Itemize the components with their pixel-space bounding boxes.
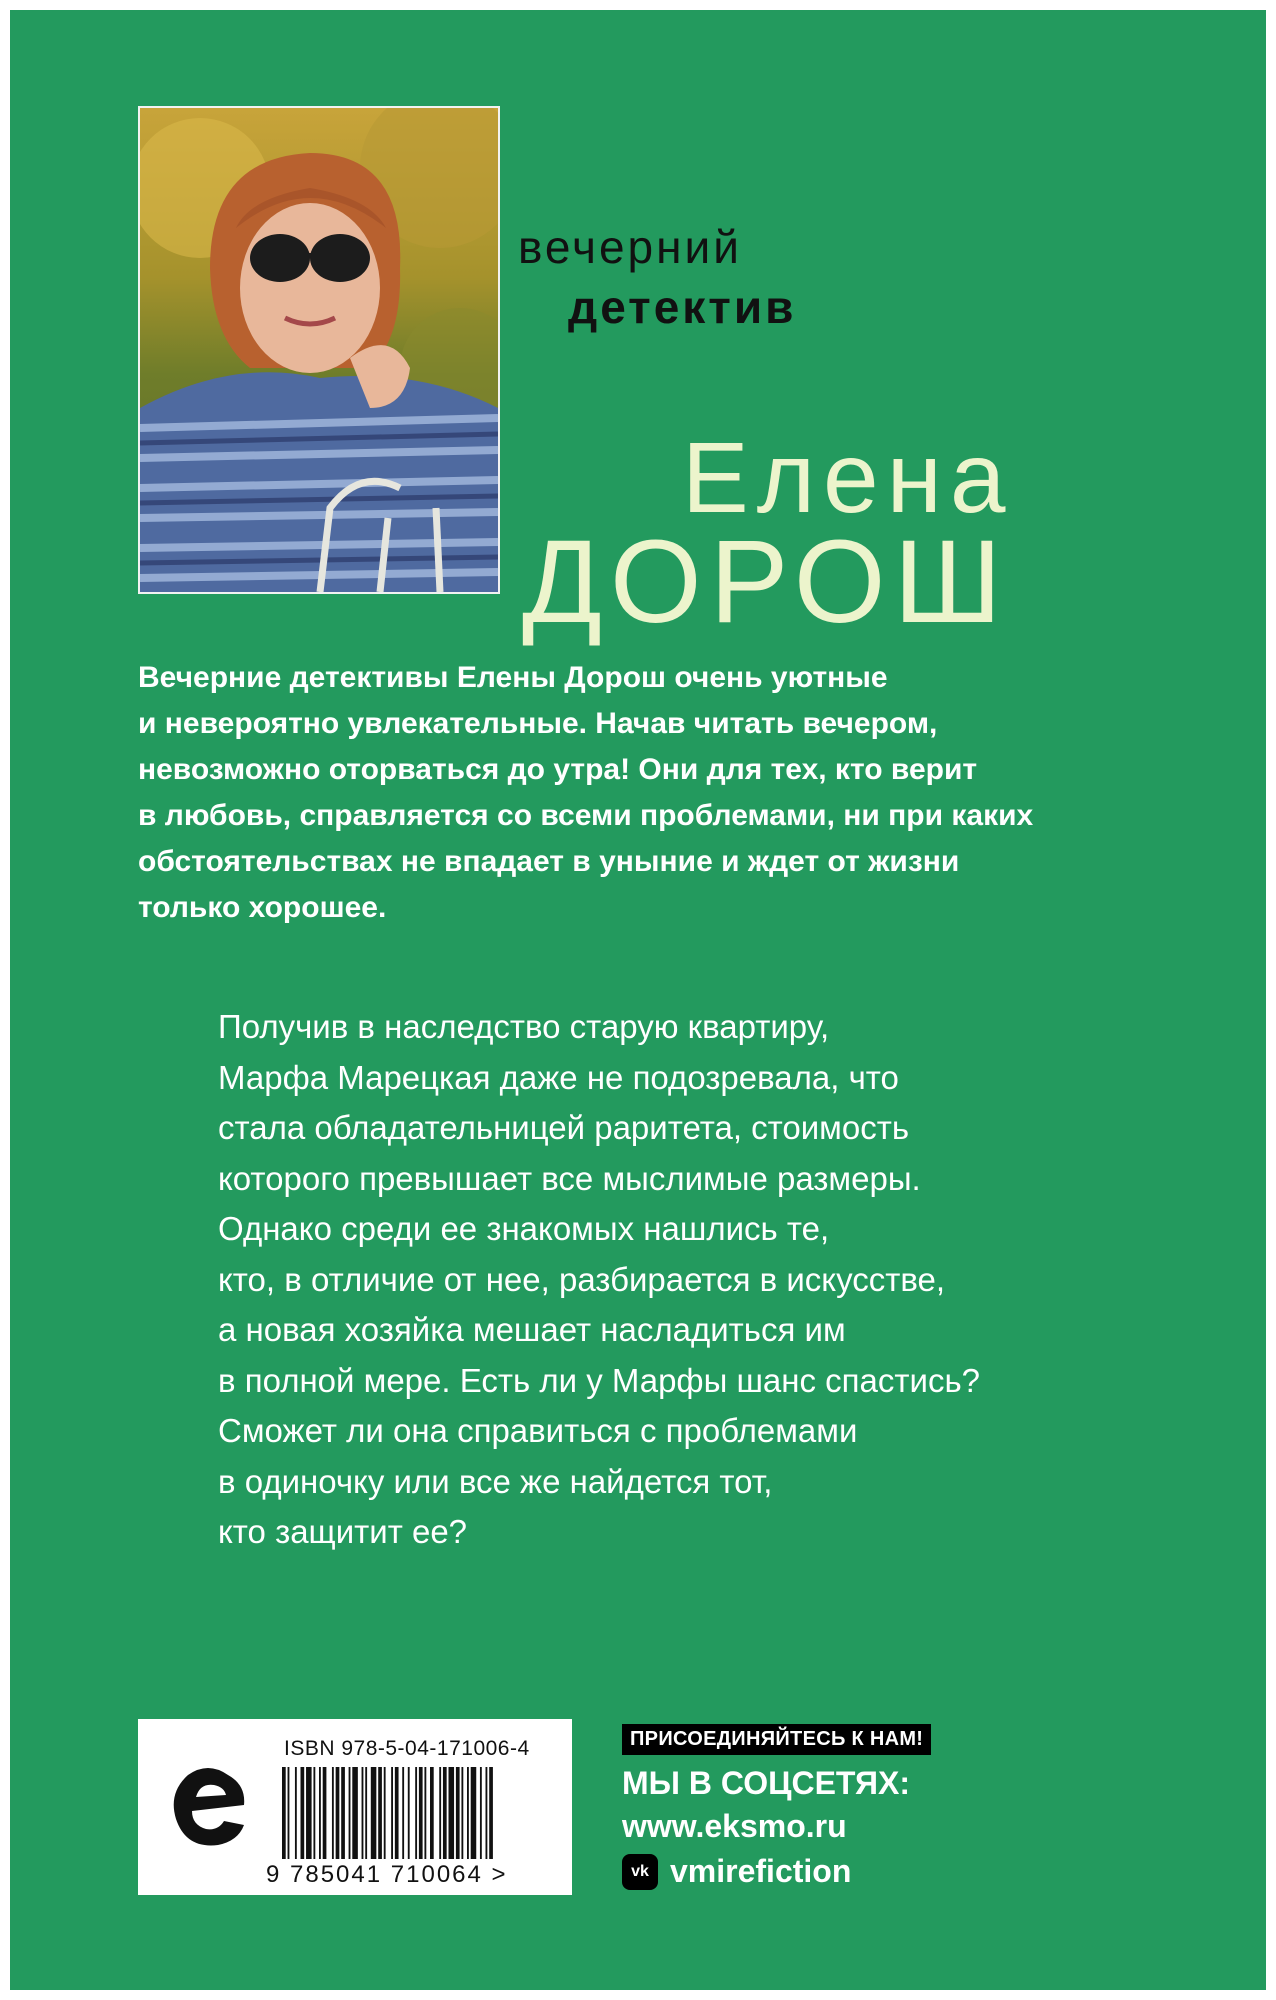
barcode-bar <box>408 1767 410 1859</box>
barcode-bar <box>365 1767 367 1859</box>
book-back-cover <box>10 10 1266 1990</box>
blurb-line: Вечерние детективы Елены Дорош очень уютные <box>138 661 888 694</box>
description-line: Марфа Марецкая даже не подозревала, что <box>218 1058 899 1096</box>
barcode-bar <box>430 1767 434 1859</box>
vk-link[interactable] <box>622 1853 931 1890</box>
barcode-bar <box>301 1767 305 1859</box>
barcode-bar <box>295 1767 297 1859</box>
barcode-bar <box>415 1767 417 1859</box>
description-line: которого превышает все мыслимые размеры. <box>218 1159 921 1197</box>
series-blurb <box>138 655 1118 931</box>
barcode-bar <box>323 1767 327 1859</box>
description-line: в одиночку или все же найдется тот, <box>218 1462 773 1500</box>
barcode-bars <box>282 1767 552 1859</box>
barcode-bar <box>336 1767 340 1859</box>
description-line: Сможет ли она справиться с проблемами <box>218 1412 858 1449</box>
description-line: а новая хозяйка мешает насладиться им <box>218 1311 846 1348</box>
barcode-bar <box>332 1767 334 1859</box>
barcode-bar <box>384 1767 386 1859</box>
barcode-bar <box>439 1767 441 1859</box>
barcode-bar <box>461 1767 463 1859</box>
description-line: в полной мере. Есть ли у Марфы шанс спастись? <box>218 1361 980 1399</box>
series-line-1: вечерний <box>518 221 742 273</box>
social-title: МЫ В СОЦСЕТЯХ: <box>622 1765 911 1801</box>
barcode-bar <box>395 1767 399 1859</box>
author-last-name: ДОРОШ <box>522 516 1010 648</box>
blurb-line: в любовь, справляется со всеми проблемами, ни при каких <box>138 799 1034 832</box>
barcode-bar <box>341 1767 345 1859</box>
description-line: Получив в наследство старую квартиру, <box>218 1008 830 1045</box>
description-line: стала обладательницей раритета, стоимость <box>218 1109 910 1146</box>
barcode-bar <box>486 1767 488 1859</box>
barcode-bar <box>480 1767 482 1859</box>
barcode-bar <box>362 1767 364 1859</box>
blurb-line: только хорошее. <box>138 891 387 924</box>
blurb-line: обстоятельствах не впадает в уныние и ждет от жизни <box>138 845 960 878</box>
barcode-digits: 9 785041 710064 > <box>266 1861 508 1888</box>
barcode-bar <box>489 1767 493 1859</box>
blurb-line: невозможно оторваться до утра! Они для тех, кто верит <box>138 753 978 786</box>
barcode-bar <box>391 1767 393 1859</box>
barcode-bar <box>467 1767 469 1859</box>
barcode-bar <box>319 1767 321 1859</box>
description-line: Однако среди ее знакомых нашлись те, <box>218 1210 830 1247</box>
barcode-bar <box>424 1767 426 1859</box>
book-description <box>218 1002 1118 1558</box>
vk-icon: vk <box>622 1854 658 1890</box>
website-link[interactable]: www.eksmo.ru <box>622 1808 847 1844</box>
barcode-bar <box>282 1767 286 1859</box>
author-name <box>522 422 1014 648</box>
author-photo <box>138 106 500 594</box>
barcode-bar <box>449 1767 455 1859</box>
social-block <box>622 1724 931 1890</box>
description-line: кто защитит ее? <box>218 1513 468 1550</box>
barcode-bar <box>443 1767 447 1859</box>
barcode-bar <box>349 1767 351 1859</box>
barcode-bar <box>352 1767 358 1859</box>
barcode-bar <box>456 1767 460 1859</box>
barcode-bar <box>471 1767 477 1859</box>
series-title <box>518 220 796 334</box>
description-line: кто, в отличие от нее, разбирается в искусстве, <box>218 1260 946 1298</box>
isbn-text: ISBN 978-5-04-171006-4 <box>284 1737 530 1760</box>
eksmo-logo-icon <box>158 1753 254 1863</box>
barcode-bar <box>306 1767 312 1859</box>
series-line-2: детектив <box>568 281 797 333</box>
author-photo-illustration <box>140 108 498 592</box>
blurb-line: и невероятно увлекательные. Начав читать вечером, <box>138 707 938 740</box>
barcode-panel <box>138 1719 572 1895</box>
barcode-bar <box>402 1767 404 1859</box>
barcode-bar <box>313 1767 315 1859</box>
barcode-bar <box>288 1767 290 1859</box>
author-first-name: Елена <box>682 422 1014 534</box>
join-us-label: ПРИСОЕДИНЯЙТЕСЬ К НАМ! <box>622 1724 931 1755</box>
barcode-bar <box>419 1767 423 1859</box>
barcode-bar <box>378 1767 382 1859</box>
vk-handle: vmirefiction <box>670 1853 852 1889</box>
barcode-bar <box>371 1767 377 1859</box>
